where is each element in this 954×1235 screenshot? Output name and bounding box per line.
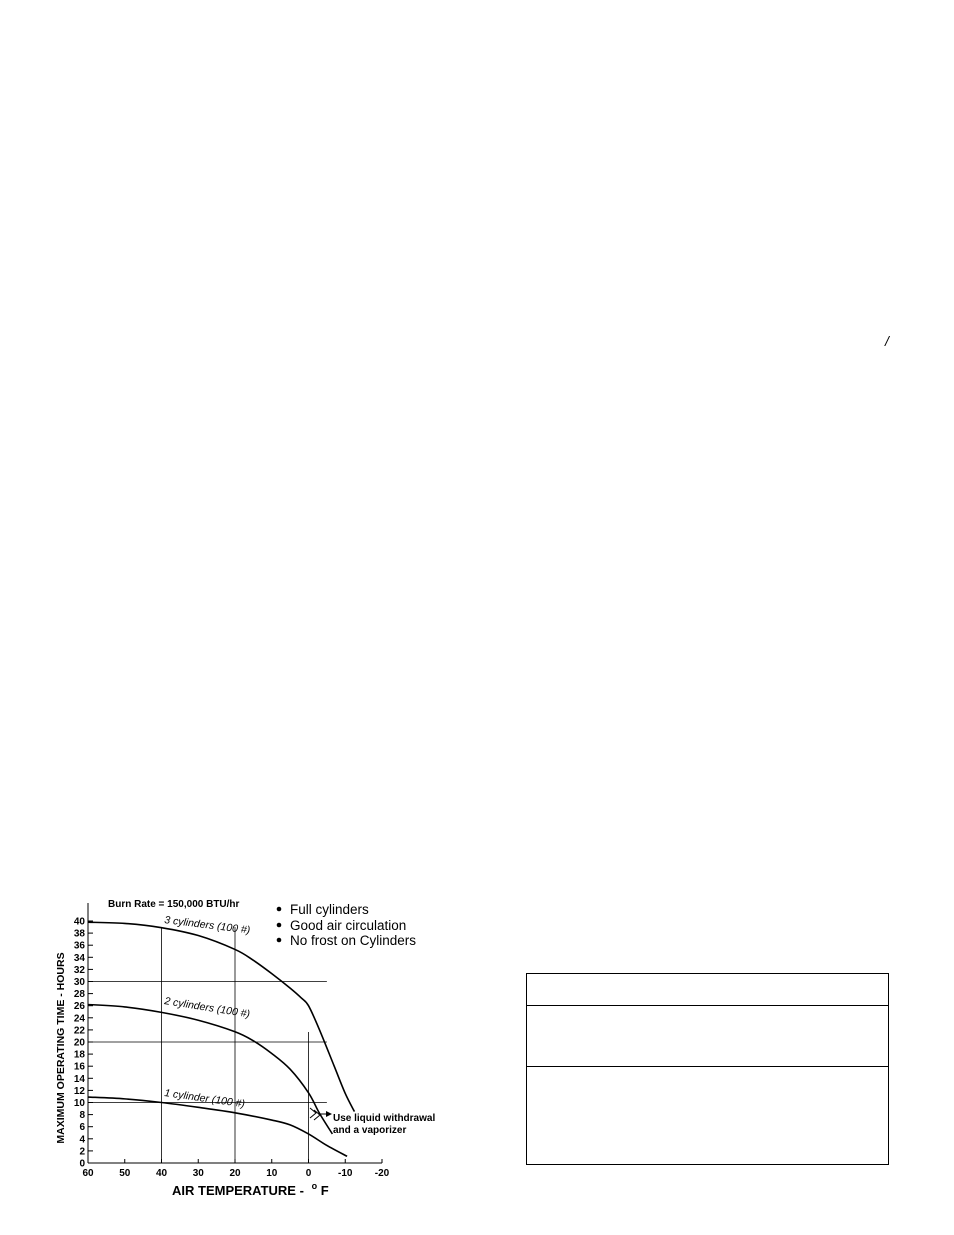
y-tick-label: 30 bbox=[73, 977, 85, 988]
y-tick-label: 32 bbox=[73, 964, 85, 976]
y-tick-label: 26 bbox=[73, 1001, 85, 1013]
bullet-icon bbox=[277, 907, 282, 912]
condition-item: Good air circulation bbox=[290, 918, 407, 933]
y-tick-label: 18 bbox=[73, 1049, 85, 1061]
x-tick-label: 60 bbox=[82, 1168, 94, 1179]
y-axis-label: MAXIMUM OPERATING TIME - HOURS bbox=[55, 952, 67, 1144]
y-tick-label: 0 bbox=[79, 1158, 85, 1170]
x-tick-label: 40 bbox=[155, 1168, 168, 1179]
bullet-icon bbox=[277, 923, 282, 928]
y-tick-label: 36 bbox=[73, 940, 85, 952]
vaporizer-annotation bbox=[310, 1108, 435, 1136]
series-label-3-cylinders: 3 cylinders (100 #) bbox=[163, 914, 251, 937]
x-tick-label: 30 bbox=[192, 1168, 204, 1179]
series-line-3-cylinder bbox=[88, 922, 354, 1111]
x-tick-label: -20 bbox=[374, 1168, 390, 1179]
y-tick-label: 10 bbox=[73, 1098, 85, 1109]
y-tick-label: 2 bbox=[79, 1146, 85, 1158]
table-row-divider bbox=[527, 1005, 888, 1006]
y-tick-label: 4 bbox=[79, 1134, 85, 1146]
empty-table-box bbox=[526, 973, 889, 1165]
y-tick-label: 16 bbox=[73, 1061, 85, 1073]
y-tick-label: 14 bbox=[73, 1073, 85, 1085]
table-row-divider bbox=[527, 1066, 888, 1067]
grid-lines bbox=[88, 927, 327, 1163]
x-axis-label bbox=[172, 1177, 329, 1198]
chart-title: Burn Rate = 150,000 BTU/hr bbox=[108, 899, 240, 910]
y-tick-label: 34 bbox=[73, 952, 85, 964]
stray-mark: / bbox=[885, 333, 889, 349]
x-tick-label: 10 bbox=[266, 1168, 278, 1179]
y-tick-label: 6 bbox=[79, 1122, 85, 1134]
y-tick-label: 20 bbox=[73, 1037, 85, 1049]
series-line-2-cylinder bbox=[88, 1004, 332, 1133]
bullet-icon bbox=[277, 938, 282, 943]
x-tick-label: 20 bbox=[229, 1168, 241, 1179]
conditions-list bbox=[277, 902, 417, 948]
series-lines bbox=[88, 922, 354, 1156]
condition-item: No frost on Cylinders bbox=[290, 933, 417, 948]
y-tick-label: 38 bbox=[73, 928, 85, 940]
annotation-line-1: Use liquid withdrawal bbox=[333, 1113, 436, 1124]
y-tick-label: 8 bbox=[79, 1110, 85, 1122]
x-axis-degree: o bbox=[311, 1181, 318, 1191]
y-tick-label: 24 bbox=[73, 1013, 85, 1025]
x-axis-unit: F bbox=[320, 1183, 329, 1198]
condition-item: Full cylinders bbox=[290, 902, 369, 917]
series-label-2-cylinders: 2 cylinders (100 #) bbox=[163, 995, 251, 1021]
x-axis-label-text: AIR TEMPERATURE - bbox=[172, 1183, 304, 1198]
annotation-line-2: and a vaporizer bbox=[333, 1125, 407, 1136]
y-tick-label: 40 bbox=[73, 916, 85, 928]
x-ticks bbox=[82, 1159, 389, 1179]
y-tick-label: 28 bbox=[73, 989, 85, 1001]
y-tick-label: 12 bbox=[73, 1085, 85, 1097]
x-tick-label: 50 bbox=[119, 1168, 131, 1179]
series-label-1-cylinder: 1 cylinder (100 #) bbox=[163, 1087, 246, 1111]
y-tick-label: 22 bbox=[73, 1025, 85, 1037]
x-tick-label: 0 bbox=[305, 1168, 312, 1179]
arrow-head-icon bbox=[326, 1111, 332, 1117]
y-ticks bbox=[74, 917, 93, 1170]
x-tick-label: -10 bbox=[338, 1168, 353, 1179]
